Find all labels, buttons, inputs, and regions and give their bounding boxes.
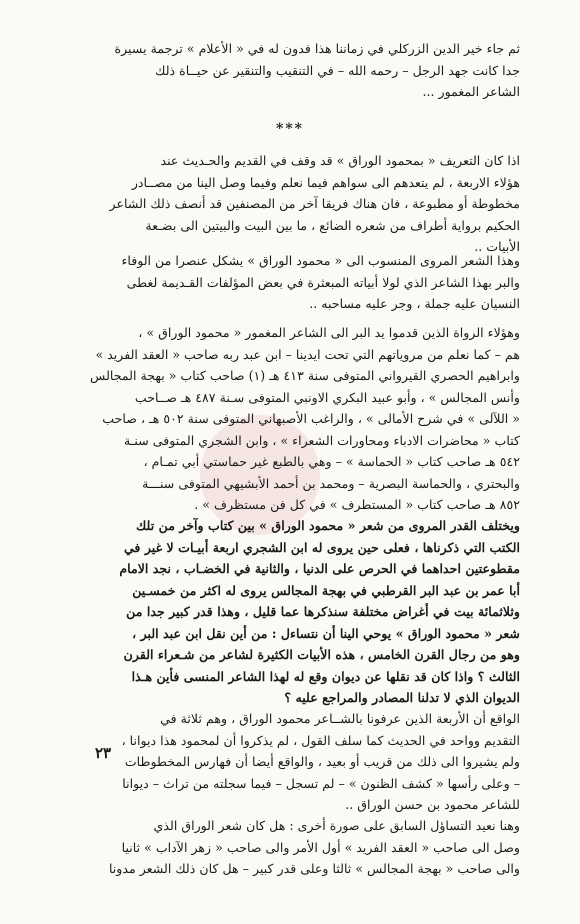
text-line: اذا كان التعريف « بمحمود الوراق » قد وقف في القديم والحـديث عند: [160, 153, 520, 168]
text-line: الثالث ؟ واذا كان قد نقلها عن ديوان وقع له لهذا الشاعر المنسى فأين هـذا: [131, 668, 520, 684]
text-line: ٨٥٢ هـ صاحب كتاب « المستطرف » في كل فن مستظرف » .: [194, 497, 520, 512]
text-line: مقطوعتين احداهما في الحرص على الدنيا ، والثانية في الخضـاب ، نجد الامام: [119, 561, 520, 576]
text-line: مخطوطة أو مطبوعة ، فان هناك فريقا آخر من المصنفين قد أنصف ذلك الشاعر: [109, 196, 520, 211]
text-line: وهذا الشعر المروى المنسوب الى « محمود الوراق » يشكل عنصرا من الوفاء: [121, 253, 520, 268]
paragraph-1: [50, 38, 520, 103]
text-line: ثم جاء خير الدين الزركلي في زماننا هذا فدون له في « الأعلام » ترجمة يسيرة: [114, 41, 520, 56]
text-line: ولم يشيروا الى ذلك من قريب أو بعيد ، والواقع أيضا أن فهارس المخطوطات: [124, 754, 520, 769]
text-line: هؤلاء الاربعة ، لم يتعدهم الى سواهم فيما نعلم وفيما وصل الينا من مصــادر: [131, 174, 520, 190]
paragraph-3: [50, 250, 520, 315]
paragraph-5: [50, 515, 520, 709]
text-line: النسيان عليه جملة ، وجر عليه مساحبه ..: [309, 296, 520, 311]
text-line: الديوان الذي لا تدلنا المصادر والمراجع عليه ؟: [284, 690, 520, 705]
text-line: الحكيم برواية أطراف من شعره الضائع ، ما بين البيت والبيتين الى بضـعة: [145, 217, 520, 233]
text-line: جدا كانت جهد الرجل – رحمه الله – في التنقيب والتنقير عن حيــاة ذلك: [155, 62, 520, 78]
text-line: والبر بهذا الشاعر الذي لولا أبياته المبعثرة في بعض المؤلفات القـديمة لغطى: [126, 274, 520, 290]
text-line: الكتب التي ذكرناها ، فعلى حين يروى له ابن الشجري اربعة أبيـات لا غير في: [123, 539, 520, 555]
text-line: أبا عمر بن عبد البر القرطبي في بهجة المجالس يروى له اكثر من خمسـين: [132, 582, 520, 598]
text-line: ٥٤٢ هـ صاحب كتاب « الحماسة » – وهي بالطبع غير حماستي أبي تمـام ،: [143, 454, 520, 469]
text-line: وأنس المجالس » ، وأبو عبيد البكري الاونبي المتوفى سـنة ٤٨٧ هـ صــاحب: [134, 389, 520, 405]
text-line: وصل الى صاحب « العقد الفريد » أول الأمر والى صاحب « زهر الآداب » ثانيا: [121, 839, 520, 855]
paragraph-7: [50, 815, 520, 880]
text-line: وهو من رجال القرن الخامس ، هذه الأبيات الكثيرة لشاعر من شـعراء القرن: [123, 647, 520, 662]
text-line: – وعلى رأسها « كشف الظنون » – لم تسجل – فيما سجلته من تراث – ديوانا: [122, 775, 520, 791]
text-line: والبحتري ، والحماسة البصرية – ومحمد بن أحمد الأبشيهي المتوفى سنـــة: [142, 475, 520, 491]
text-line: للشاعر محمود بن حسن الوراق ..: [345, 797, 520, 812]
text-line: وثلاثمائة بيت في أغراض مختلفة سنذكرها عما قليل ، وهذا قدر كبير جدا من: [126, 604, 520, 619]
text-line: وهنا نعيد التساؤل السابق على صورة أخرى : هل كان شعر الوراق الذي: [153, 818, 520, 833]
text-line: « اللآلى » في شرح الأمالى » ، والراغب الأصبهاني المتوفى سنة ٥٠٢ هـ ، صاحب: [102, 411, 520, 426]
paragraph-4: [50, 322, 520, 516]
page-number: ٢٣: [95, 744, 112, 762]
text-line: وهؤلاء الرواة الذين قدموا يد البر الى الشاعر المغمور « محمود الوراق » ،: [138, 325, 520, 340]
text-line: وابراهيم الحصري القيرواني المتوفى سنة ٤١٣ هـ (١) صاحب كتاب « بهجة المجالس: [90, 368, 520, 383]
text-line: ويختلف القدر المروى من شعر « محمود الوراق » بين كتاب وآخر من تلك: [135, 518, 520, 533]
text-line: هم – كما نعلم من مروياتهم التي تحت ايدينا – ابن عبد ربه صاحب « العقد الفريد »: [95, 346, 520, 362]
text-line: الشاعر المغمور ...: [422, 84, 520, 99]
text-line: التقديم وواحد في الحديث كما سلف القول ، لم يذكروا أن لمحمود هذا ديوانا ،: [121, 732, 520, 748]
text-line: والى صاحب « بهجة المجالس » ثالثا وعلى قدر كبير – هل كان ذلك الشعر مدونا: [108, 861, 520, 876]
text-line: كتاب « محاضرات الادباء ومحاورات الشعراء » ، وابن الشجري المتوفى سنـة: [123, 432, 520, 448]
paragraph-6: [50, 708, 520, 816]
text-line: الأبيات ..: [474, 239, 520, 254]
paragraph-2: [50, 150, 520, 258]
text-line: الواقع أن الأربعة الذين عرفونا بالشــاعر محمود الوراق ، وهم ثلاثة في: [160, 711, 520, 726]
text-line: شعر « محمود الوراق » يوحي الينا أن نتساءل : من أين نقل ابن عبد البر ،: [132, 625, 520, 641]
section-separator: ***: [276, 121, 304, 137]
